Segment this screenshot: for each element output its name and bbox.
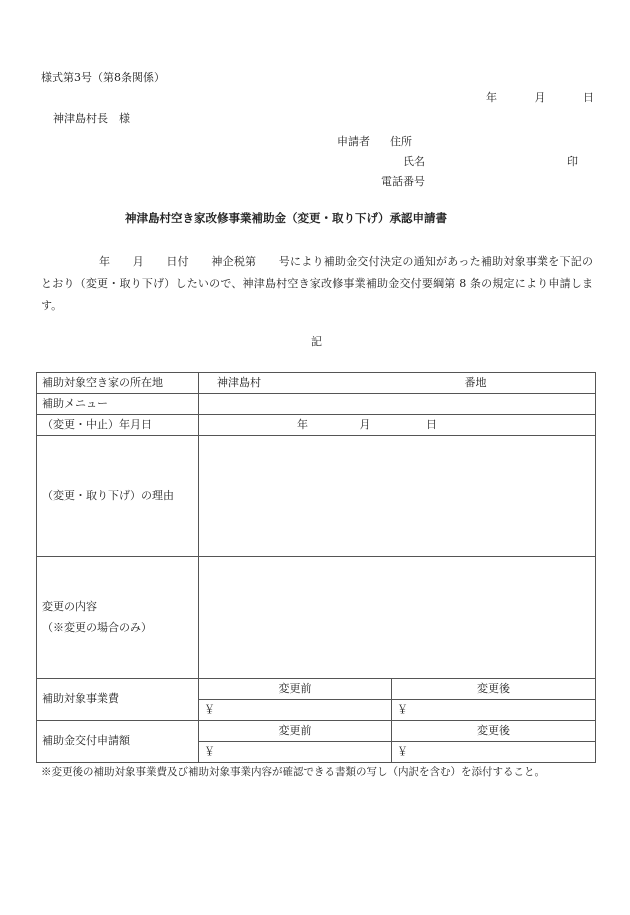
amount-before-field[interactable] [199, 742, 392, 763]
document-title: 神津島村空き家改修事業補助金（変更・取り下げ）承認申請書 [125, 211, 447, 225]
cost-after-label: 変更後 [392, 679, 596, 700]
cost-after-field[interactable] [392, 700, 596, 721]
cost-header-row [37, 679, 596, 700]
content-label-line1: 変更の内容 [42, 600, 97, 614]
location-banchi: 番地 [464, 375, 487, 389]
addressee: 神津島村長 様 [53, 112, 130, 125]
reason-label: （変更・取り下げ）の理由 [37, 436, 199, 557]
application-table [36, 372, 596, 763]
location-village: 神津島村 [217, 375, 261, 389]
cost-before-field[interactable] [199, 700, 392, 721]
amount-label: 補助金交付申請額 [37, 721, 199, 763]
ki-heading: 記 [311, 335, 322, 348]
yen-sign: ￥ [397, 744, 408, 758]
applicant-label: 申請者 [337, 134, 370, 148]
yen-sign: ￥ [397, 702, 408, 716]
change-date-day: 日 [426, 417, 437, 431]
location-field[interactable] [199, 373, 596, 394]
location-row [37, 373, 596, 394]
phone-label: 電話番号 [381, 174, 425, 188]
menu-label: 補助メニュー [37, 394, 199, 415]
change-date-month: 月 [359, 417, 371, 431]
change-date-row [37, 415, 596, 436]
amount-header-row [37, 721, 596, 742]
amount-after-label: 変更後 [392, 721, 596, 742]
reason-row [37, 436, 596, 557]
submission-date [486, 91, 594, 105]
name-label: 氏名 [403, 154, 425, 168]
application-statement: 年 月 日付 神企税第 号により補助金交付決定の通知があった補助対象事業を下記のとおり（変更・取り下げ）したいので、神津島村空き家改修事業補助金交付要綱第 8 条の規定により申請します。 [41, 255, 593, 312]
content-label-line2: （※変更の場合のみ） [42, 620, 152, 634]
content-field[interactable] [199, 557, 596, 679]
menu-field[interactable] [199, 394, 596, 415]
yen-sign: ￥ [204, 744, 215, 758]
menu-row [37, 394, 596, 415]
yen-sign: ￥ [204, 702, 215, 716]
amount-after-field[interactable] [392, 742, 596, 763]
date-day: 日 [583, 91, 594, 104]
amount-before-label: 変更前 [199, 721, 392, 742]
date-month: 月 [534, 91, 546, 104]
date-year: 年 [486, 91, 497, 104]
cost-label: 補助対象事業費 [37, 679, 199, 721]
form-number: 様式第3号（第8条関係） [41, 71, 165, 84]
cost-before-label: 変更前 [199, 679, 392, 700]
location-label: 補助対象空き家の所在地 [37, 373, 199, 394]
change-date-label: （変更・中止）年月日 [37, 415, 199, 436]
reason-field[interactable] [199, 436, 596, 557]
change-date-field[interactable] [199, 415, 596, 436]
change-date-year: 年 [297, 417, 308, 431]
content-label [37, 557, 199, 679]
address-label: 住所 [390, 134, 412, 148]
content-row [37, 557, 596, 679]
attachment-note: ※変更後の補助対象事業費及び補助対象事業内容が確認できる書類の写し（内訳を含む）を添付すること。 [41, 766, 545, 778]
seal-mark: 印 [567, 154, 578, 168]
applicant-block [337, 132, 578, 192]
